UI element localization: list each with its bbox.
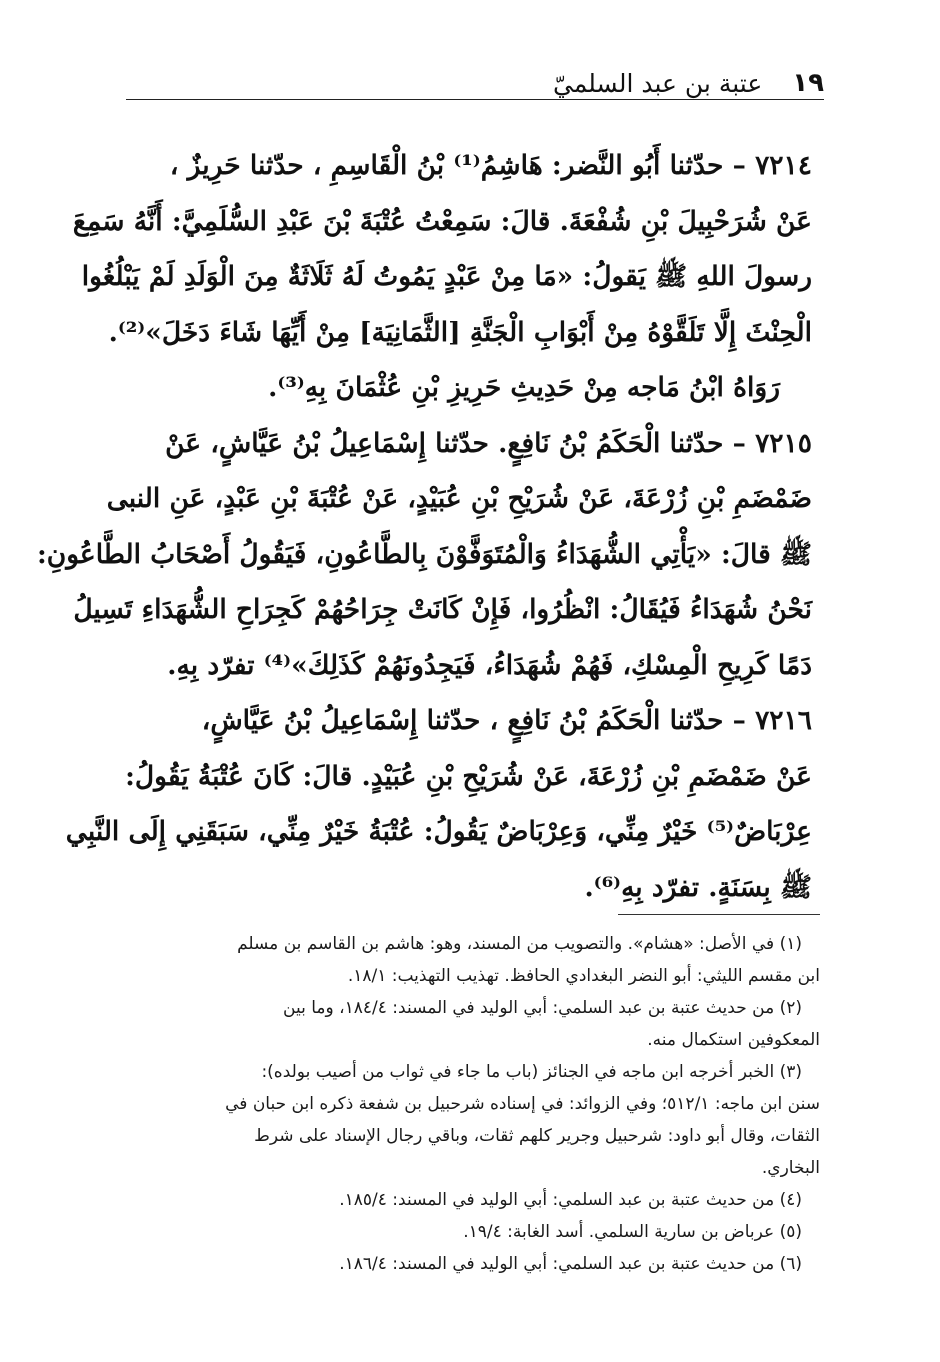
footnote-3-line-2: سنن ابن ماجه: ٥١٢/١؛ وفي الزوائد: في إسناده شرحبيل بن شفعة ذكره ابن حبان في: [225, 1094, 820, 1114]
page-number: ١٩: [792, 68, 824, 98]
footnote-separator: [618, 914, 820, 915]
footnote-3-line-1: (٣) الخبر أخرجه ابن ماجه في الجنائز (باب ما جاء في ثواب من أصيب بولده):: [261, 1062, 802, 1082]
text-line-8: ﷺ قالَ: «يَأْتِي الشُّهَدَاءُ وَالْمُتَوَفَّوْنَ بِالطَّاعُونِ، فَيَقُولُ أَصْحَابُ الطَّاعُونِ:: [36, 538, 812, 570]
text-line-10: دَمًا كَرِيحِ الْمِسْكِ، فَهُمْ شُهَدَاءُ، فَيَجِدُونَهُمْ كَذَلِكَ»⁽⁴⁾ تفرّد بِهِ.: [167, 649, 812, 681]
text-line-4: الْحِنْثَ إِلَّا تَلَقَّوْهُ مِنْ أَبْوَابِ الْجَنَّةِ [الثَّمَانِيَة] مِنْ أَيِّهَا شَاءَ دَخَلَ»⁽²⁾.: [108, 316, 812, 348]
running-header: [128, 52, 824, 96]
text-line-14: ﷺ بِسَنَةٍ. تفرّد بِهِ⁽⁶⁾.: [584, 871, 812, 903]
text-line-13: عِرْبَاضٌ⁽⁵⁾ خَيْرٌ مِنِّي، وَعِرْبَاضٌ يَقُولُ: عُتْبَةُ خَيْرٌ مِنِّي، سَبَقَنِي إِلَى النَّبِي: [65, 816, 812, 847]
footnote-1-line-1: (١) في الأصل: «هشام». والتصويب من المسند، وهو: هاشم بن القاسم بن مسلم: [237, 934, 802, 954]
text-line-12: عَنْ ضَمْضَمِ بْنِ زُرْعَةَ، عَنْ شُرَيْحِ بْنِ عُبَيْدٍ. قالَ: كَانَ عُتْبَةُ يَقُولُ:: [125, 760, 812, 792]
footnote-3-line-4: البخاري.: [761, 1158, 820, 1178]
footnotes: [128, 928, 820, 1280]
footnote-2-line-2: المعكوفين استكمال منه.: [647, 1030, 820, 1050]
header-title: عتبة بن عبد السلميّ: [552, 69, 763, 98]
text-line-3: رسولَ اللهِ ﷺ يَقولُ: «مَا مِنْ عَبْدٍ يَمُوتُ لَهُ ثَلَاثَةٌ مِنَ الْوَلَدِ لَمْ يَبْلُغُوا: [81, 261, 812, 292]
footnote-3-line-3: الثقات، وقال أبو داود: شرحبيل وجرير كلهم ثقات، وباقي رجال الإسناد على شرط: [254, 1126, 820, 1146]
header-rule: [126, 99, 824, 100]
footnote-4: (٤) من حديث عتبة بن عبد السلمي: أبي الوليد في المسند: ١٨٥/٤.: [339, 1190, 802, 1210]
footnote-1-line-2: ابن مقسم الليثي: أبو النضر البغدادي الحافظ. تهذيب التهذيب: ١٨/١.: [347, 966, 820, 986]
text-line-1: ٧٢١٤ – حدّثنا أَبُو النَّضر: هَاشِمُ⁽¹⁾ بْنُ الْقَاسِمِ ، حدّثنا حَرِيزٌ ،: [169, 150, 812, 181]
text-line-9: نَحْنُ شُهَدَاءُ فَيُقَالُ: انْظُرُوا، فَإِنْ كَانَتْ جِرَاحُهُمْ كَجِرَاحِ الشُّهَدَاءِ تَسِيلُ: [73, 594, 812, 625]
footnote-2-line-1: (٢) من حديث عتبة بن عبد السلمي: أبي الوليد في المسند: ١٨٤/٤، وما بين: [283, 998, 802, 1018]
text-line-6: ٧٢١٥ – حدّثنا الْحَكَمُ بْنُ نَافِعٍ. حدّثنا إِسْمَاعِيلُ بْنُ عَيَّاشٍ، عَنْ: [165, 427, 812, 459]
main-text: [36, 138, 812, 915]
text-line-2: عَنْ شُرَحْبِيلَ بْنِ شُفْعَةَ. قالَ: سَمِعْتُ عُتْبَةَ بْنَ عَبْدِ السُّلَمِيَّ: أَنَّهُ سَمِعَ: [72, 205, 812, 237]
text-line-11: ٧٢١٦ – حدّثنا الْحَكَمُ بْنُ نَافِعٍ ، حدّثنا إِسْمَاعِيلُ بْنُ عَيَّاشٍ،: [201, 705, 812, 736]
footnote-5: (٥) عرباض بن سارية السلمي. أسد الغابة: ١٩/٤.: [463, 1222, 802, 1242]
footnote-6: (٦) من حديث عتبة بن عبد السلمي: أبي الوليد في المسند: ١٨٦/٤.: [339, 1254, 802, 1274]
text-line-5: رَوَاهُ ابْنُ مَاجه مِنْ حَدِيثِ حَرِيزِ بْنِ عُثْمَانَ بِهِ⁽³⁾.: [268, 372, 780, 403]
text-line-7: ضَمْضَمِ بْنِ زُرْعَةَ، عَنْ شُرَيْحِ بْنِ عُبَيْدٍ، عَنْ عُتْبَةَ بْنِ عَبْدٍ، عَنِ النبى: [106, 483, 812, 514]
